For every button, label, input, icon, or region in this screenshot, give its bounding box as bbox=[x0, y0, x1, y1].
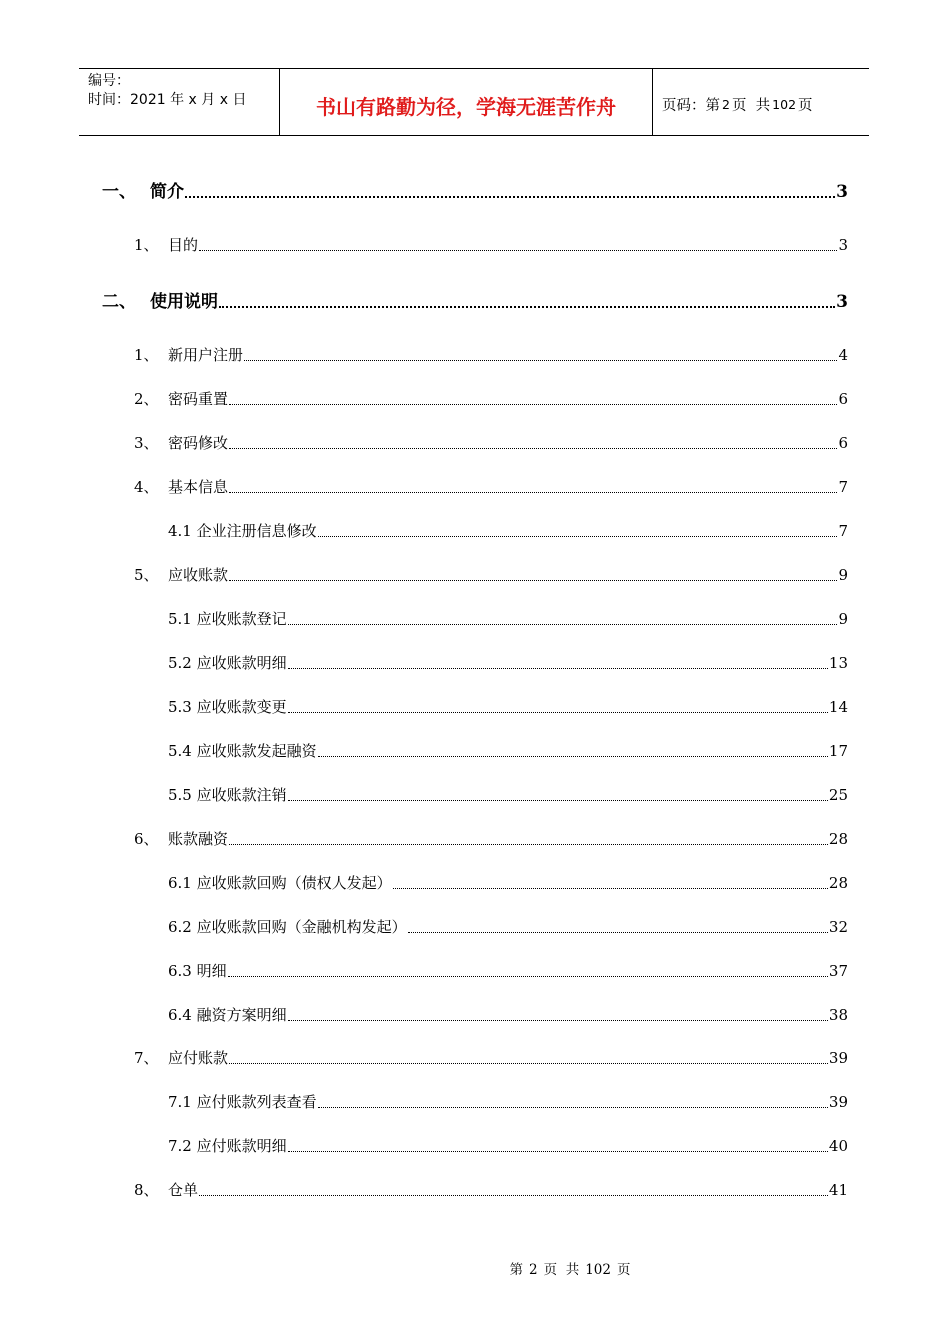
toc-dot-leader bbox=[185, 195, 835, 198]
page-mid: 页 共 bbox=[731, 97, 771, 114]
toc-entry[interactable] bbox=[134, 344, 848, 365]
toc-dot-leader bbox=[288, 1150, 828, 1152]
toc-entry-title: 5.5 应收账款注销 bbox=[168, 786, 287, 804]
toc-entry-page: 3 bbox=[836, 292, 848, 312]
footer-prefix: 第 bbox=[509, 1262, 524, 1278]
toc-entry[interactable] bbox=[168, 872, 848, 893]
toc-dot-leader bbox=[229, 403, 837, 405]
toc-entry-number: 二、 bbox=[102, 292, 136, 312]
number-label: 编号： bbox=[88, 73, 130, 89]
toc-dot-leader bbox=[199, 1194, 828, 1196]
toc-entry-page: 28 bbox=[828, 830, 848, 848]
page-current: 2 bbox=[722, 96, 730, 112]
toc-dot-leader bbox=[244, 359, 837, 361]
toc-entry[interactable] bbox=[134, 432, 848, 453]
toc-dot-leader bbox=[229, 1062, 828, 1064]
toc-dot-leader bbox=[288, 623, 838, 625]
toc-entry-page: 28 bbox=[828, 874, 848, 892]
toc-entry[interactable] bbox=[134, 564, 848, 585]
toc-entry[interactable] bbox=[168, 784, 848, 805]
toc-entry[interactable] bbox=[168, 520, 848, 541]
toc-entry-page: 9 bbox=[838, 610, 848, 628]
toc-entry[interactable] bbox=[134, 388, 848, 409]
toc-dot-leader bbox=[408, 931, 828, 933]
toc-entry-title: 新用户注册 bbox=[168, 346, 244, 364]
header-page-info bbox=[653, 69, 869, 135]
toc-entry[interactable] bbox=[102, 177, 848, 202]
toc-entry-number: 1、 bbox=[134, 346, 159, 364]
toc-entry[interactable] bbox=[134, 828, 848, 849]
toc-dot-leader bbox=[288, 799, 828, 801]
toc-entry-number: 3、 bbox=[134, 434, 159, 452]
toc-dot-leader bbox=[229, 843, 828, 845]
toc-entry-page: 6 bbox=[838, 434, 848, 452]
toc-entry-number: 1、 bbox=[134, 236, 159, 254]
toc-entry[interactable] bbox=[168, 740, 848, 761]
toc-entry-page: 3 bbox=[836, 182, 848, 202]
toc-entry[interactable] bbox=[134, 234, 848, 255]
footer-mid: 页 共 bbox=[543, 1262, 580, 1278]
page-header bbox=[79, 68, 869, 136]
footer-current: 2 bbox=[529, 1262, 538, 1278]
toc-entry-title: 密码修改 bbox=[168, 434, 229, 452]
toc-entry-page: 39 bbox=[828, 1093, 848, 1111]
toc-entry-page: 7 bbox=[838, 522, 848, 540]
toc-entry-title: 6.1 应收账款回购（债权人发起） bbox=[168, 874, 392, 892]
toc-entry-number: 一、 bbox=[102, 182, 136, 202]
toc-dot-leader bbox=[318, 755, 828, 757]
toc-entry-title: 密码重置 bbox=[168, 390, 229, 408]
toc-entry-page: 38 bbox=[828, 1006, 848, 1024]
toc-entry[interactable] bbox=[168, 916, 848, 937]
toc-entry[interactable] bbox=[168, 1135, 848, 1156]
toc-entry[interactable] bbox=[134, 1047, 848, 1068]
toc-dot-leader bbox=[219, 305, 835, 308]
toc-entry[interactable] bbox=[168, 960, 848, 981]
toc-entry-number: 5、 bbox=[134, 566, 159, 584]
toc-entry[interactable] bbox=[168, 1091, 848, 1112]
toc-entry-page: 37 bbox=[828, 962, 848, 980]
toc-entry-page: 41 bbox=[828, 1181, 848, 1199]
time-label: 时间：2021 年 x 月 x 日 bbox=[88, 92, 247, 108]
toc-entry-title: 5.1 应收账款登记 bbox=[168, 610, 287, 628]
toc-entry-page: 6 bbox=[838, 390, 848, 408]
toc-entry-page: 7 bbox=[838, 478, 848, 496]
toc-dot-leader bbox=[229, 579, 837, 581]
toc-entry[interactable] bbox=[134, 476, 848, 497]
page-suffix: 页 bbox=[798, 97, 813, 114]
toc-entry-page: 40 bbox=[828, 1137, 848, 1155]
toc-entry[interactable] bbox=[102, 287, 848, 312]
toc-entry-page: 14 bbox=[828, 698, 848, 716]
toc-entry[interactable] bbox=[134, 1179, 848, 1200]
toc-entry-page: 4 bbox=[838, 346, 848, 364]
toc-entry-title: 5.4 应收账款发起融资 bbox=[168, 742, 317, 760]
toc-entry-number: 8、 bbox=[134, 1181, 159, 1199]
toc-entry-title: 6.2 应收账款回购（金融机构发起） bbox=[168, 918, 407, 936]
toc-entry-title: 基本信息 bbox=[168, 478, 229, 496]
footer-suffix: 页 bbox=[616, 1262, 631, 1278]
toc-entry[interactable] bbox=[168, 696, 848, 717]
toc-entry[interactable] bbox=[168, 1004, 848, 1025]
toc-dot-leader bbox=[288, 711, 828, 713]
toc-entry-title: 仓单 bbox=[168, 1181, 199, 1199]
toc-entry-title: 账款融资 bbox=[168, 830, 229, 848]
toc-entry-page: 25 bbox=[828, 786, 848, 804]
header-meta bbox=[79, 69, 280, 135]
toc-dot-leader bbox=[393, 887, 828, 889]
toc-entry-number: 7、 bbox=[134, 1049, 159, 1067]
toc-entry-title: 5.3 应收账款变更 bbox=[168, 698, 287, 716]
toc-dot-leader bbox=[288, 1019, 828, 1021]
toc-entry-number: 4、 bbox=[134, 478, 159, 496]
toc-entry-title: 4.1 企业注册信息修改 bbox=[168, 522, 317, 540]
toc-dot-leader bbox=[229, 491, 837, 493]
toc-entry-title: 6.4 融资方案明细 bbox=[168, 1006, 287, 1024]
toc-entry[interactable] bbox=[168, 608, 848, 629]
toc-entry-number: 6、 bbox=[134, 830, 159, 848]
toc-entry-number: 2、 bbox=[134, 390, 159, 408]
toc-entry-title: 简介 bbox=[150, 182, 184, 202]
toc-entry-page: 9 bbox=[838, 566, 848, 584]
toc-entry-page: 17 bbox=[828, 742, 848, 760]
toc-entry-title: 使用说明 bbox=[150, 292, 218, 312]
toc-entry-title: 目的 bbox=[168, 236, 199, 254]
page-prefix: 页码：第 bbox=[662, 97, 720, 114]
toc-dot-leader bbox=[288, 667, 828, 669]
toc-entry-title: 7.2 应付账款明细 bbox=[168, 1137, 287, 1155]
page-footer bbox=[0, 1258, 950, 1278]
toc-entry-title: 5.2 应收账款明细 bbox=[168, 654, 287, 672]
header-motto: 书山有路勤为径，学海无涯苦作舟 bbox=[280, 69, 653, 135]
toc-entry-title: 应收账款 bbox=[168, 566, 229, 584]
toc-dot-leader bbox=[229, 447, 837, 449]
toc-entry-title: 6.3 明细 bbox=[168, 962, 227, 980]
toc-entry-title: 应付账款 bbox=[168, 1049, 229, 1067]
toc-dot-leader bbox=[318, 1106, 828, 1108]
page-total: 102 bbox=[772, 96, 797, 112]
toc-entry-page: 3 bbox=[838, 236, 848, 254]
toc-dot-leader bbox=[228, 975, 828, 977]
footer-total: 102 bbox=[585, 1262, 611, 1278]
toc-dot-leader bbox=[199, 249, 837, 251]
toc-entry-page: 32 bbox=[828, 918, 848, 936]
toc-entry-page: 13 bbox=[828, 654, 848, 672]
toc-entry-page: 39 bbox=[828, 1049, 848, 1067]
toc-entry[interactable] bbox=[168, 652, 848, 673]
toc-entry-title: 7.1 应付账款列表查看 bbox=[168, 1093, 317, 1111]
toc-dot-leader bbox=[318, 535, 838, 537]
